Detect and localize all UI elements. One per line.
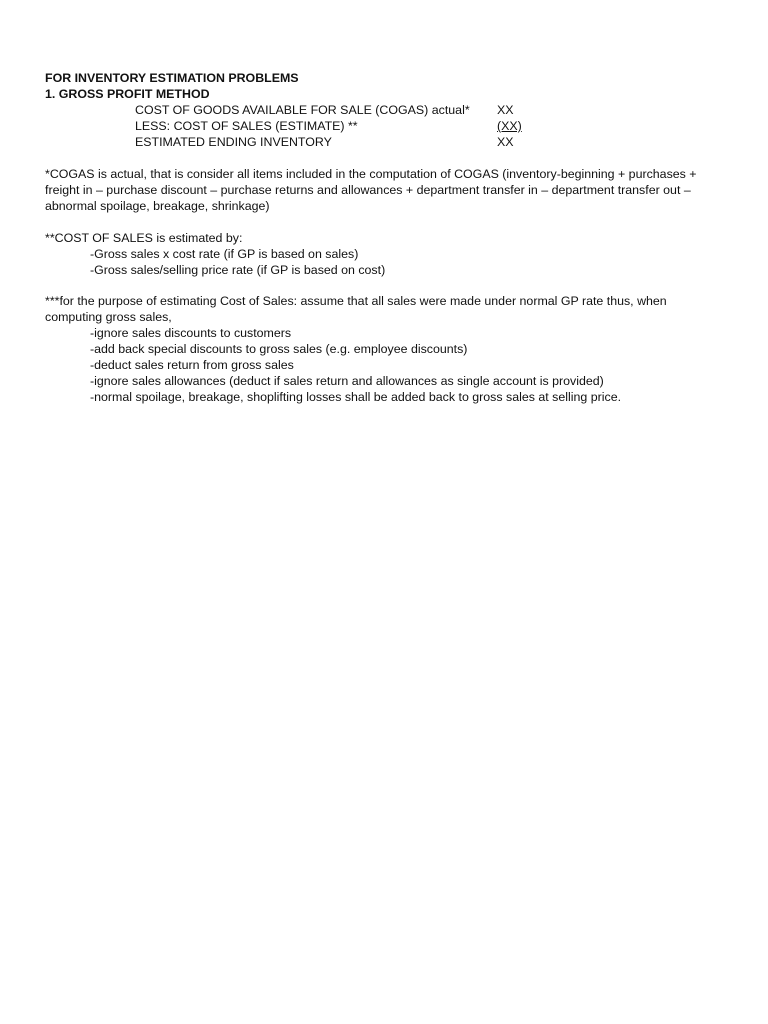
cogas-note-line: freight in – purchase discount – purchase returns and allowances + department transfer in – department transfer out –: [45, 183, 691, 197]
purpose-note-item: -ignore sales discounts to customers: [90, 326, 292, 340]
purpose-note-line: computing gross sales,: [45, 310, 172, 324]
cost-of-sales-note-item: -Gross sales x cost rate (if GP is based on sales): [90, 247, 359, 261]
computation-row-amount: XX: [497, 135, 514, 149]
cost-of-sales-note-intro: **COST OF SALES is estimated by:: [45, 231, 243, 245]
purpose-note-item: -normal spoilage, breakage, shoplifting losses shall be added back to gross sales at selling price.: [90, 390, 622, 404]
computation-row-amount: (XX): [497, 119, 522, 133]
purpose-note-item: -ignore sales allowances (deduct if sales return and allowances as single account is provided): [90, 374, 604, 388]
cogas-note-line: abnormal spoilage, breakage, shrinkage): [45, 199, 270, 213]
cogas-note-line: *COGAS is actual, that is consider all items included in the computation of COGAS (inventory-beginning + purchases +: [45, 167, 697, 181]
purpose-note-item: -add back special discounts to gross sales (e.g. employee discounts): [90, 342, 468, 356]
computation-row-amount: XX: [497, 103, 514, 117]
purpose-note-item: -deduct sales return from gross sales: [90, 358, 294, 372]
computation-row-label: LESS: COST OF SALES (ESTIMATE) **: [135, 119, 358, 133]
computation-row-label: COST OF GOODS AVAILABLE FOR SALE (COGAS) actual*: [135, 103, 470, 117]
computation-row-label: ESTIMATED ENDING INVENTORY: [135, 135, 332, 149]
method-heading: 1. GROSS PROFIT METHOD: [45, 87, 210, 101]
purpose-note-line: ***for the purpose of estimating Cost of Sales: assume that all sales were made under normal GP rate thus, when: [45, 294, 667, 308]
cost-of-sales-note-item: -Gross sales/selling price rate (if GP is based on cost): [90, 263, 386, 277]
document-title: FOR INVENTORY ESTIMATION PROBLEMS: [45, 71, 299, 85]
